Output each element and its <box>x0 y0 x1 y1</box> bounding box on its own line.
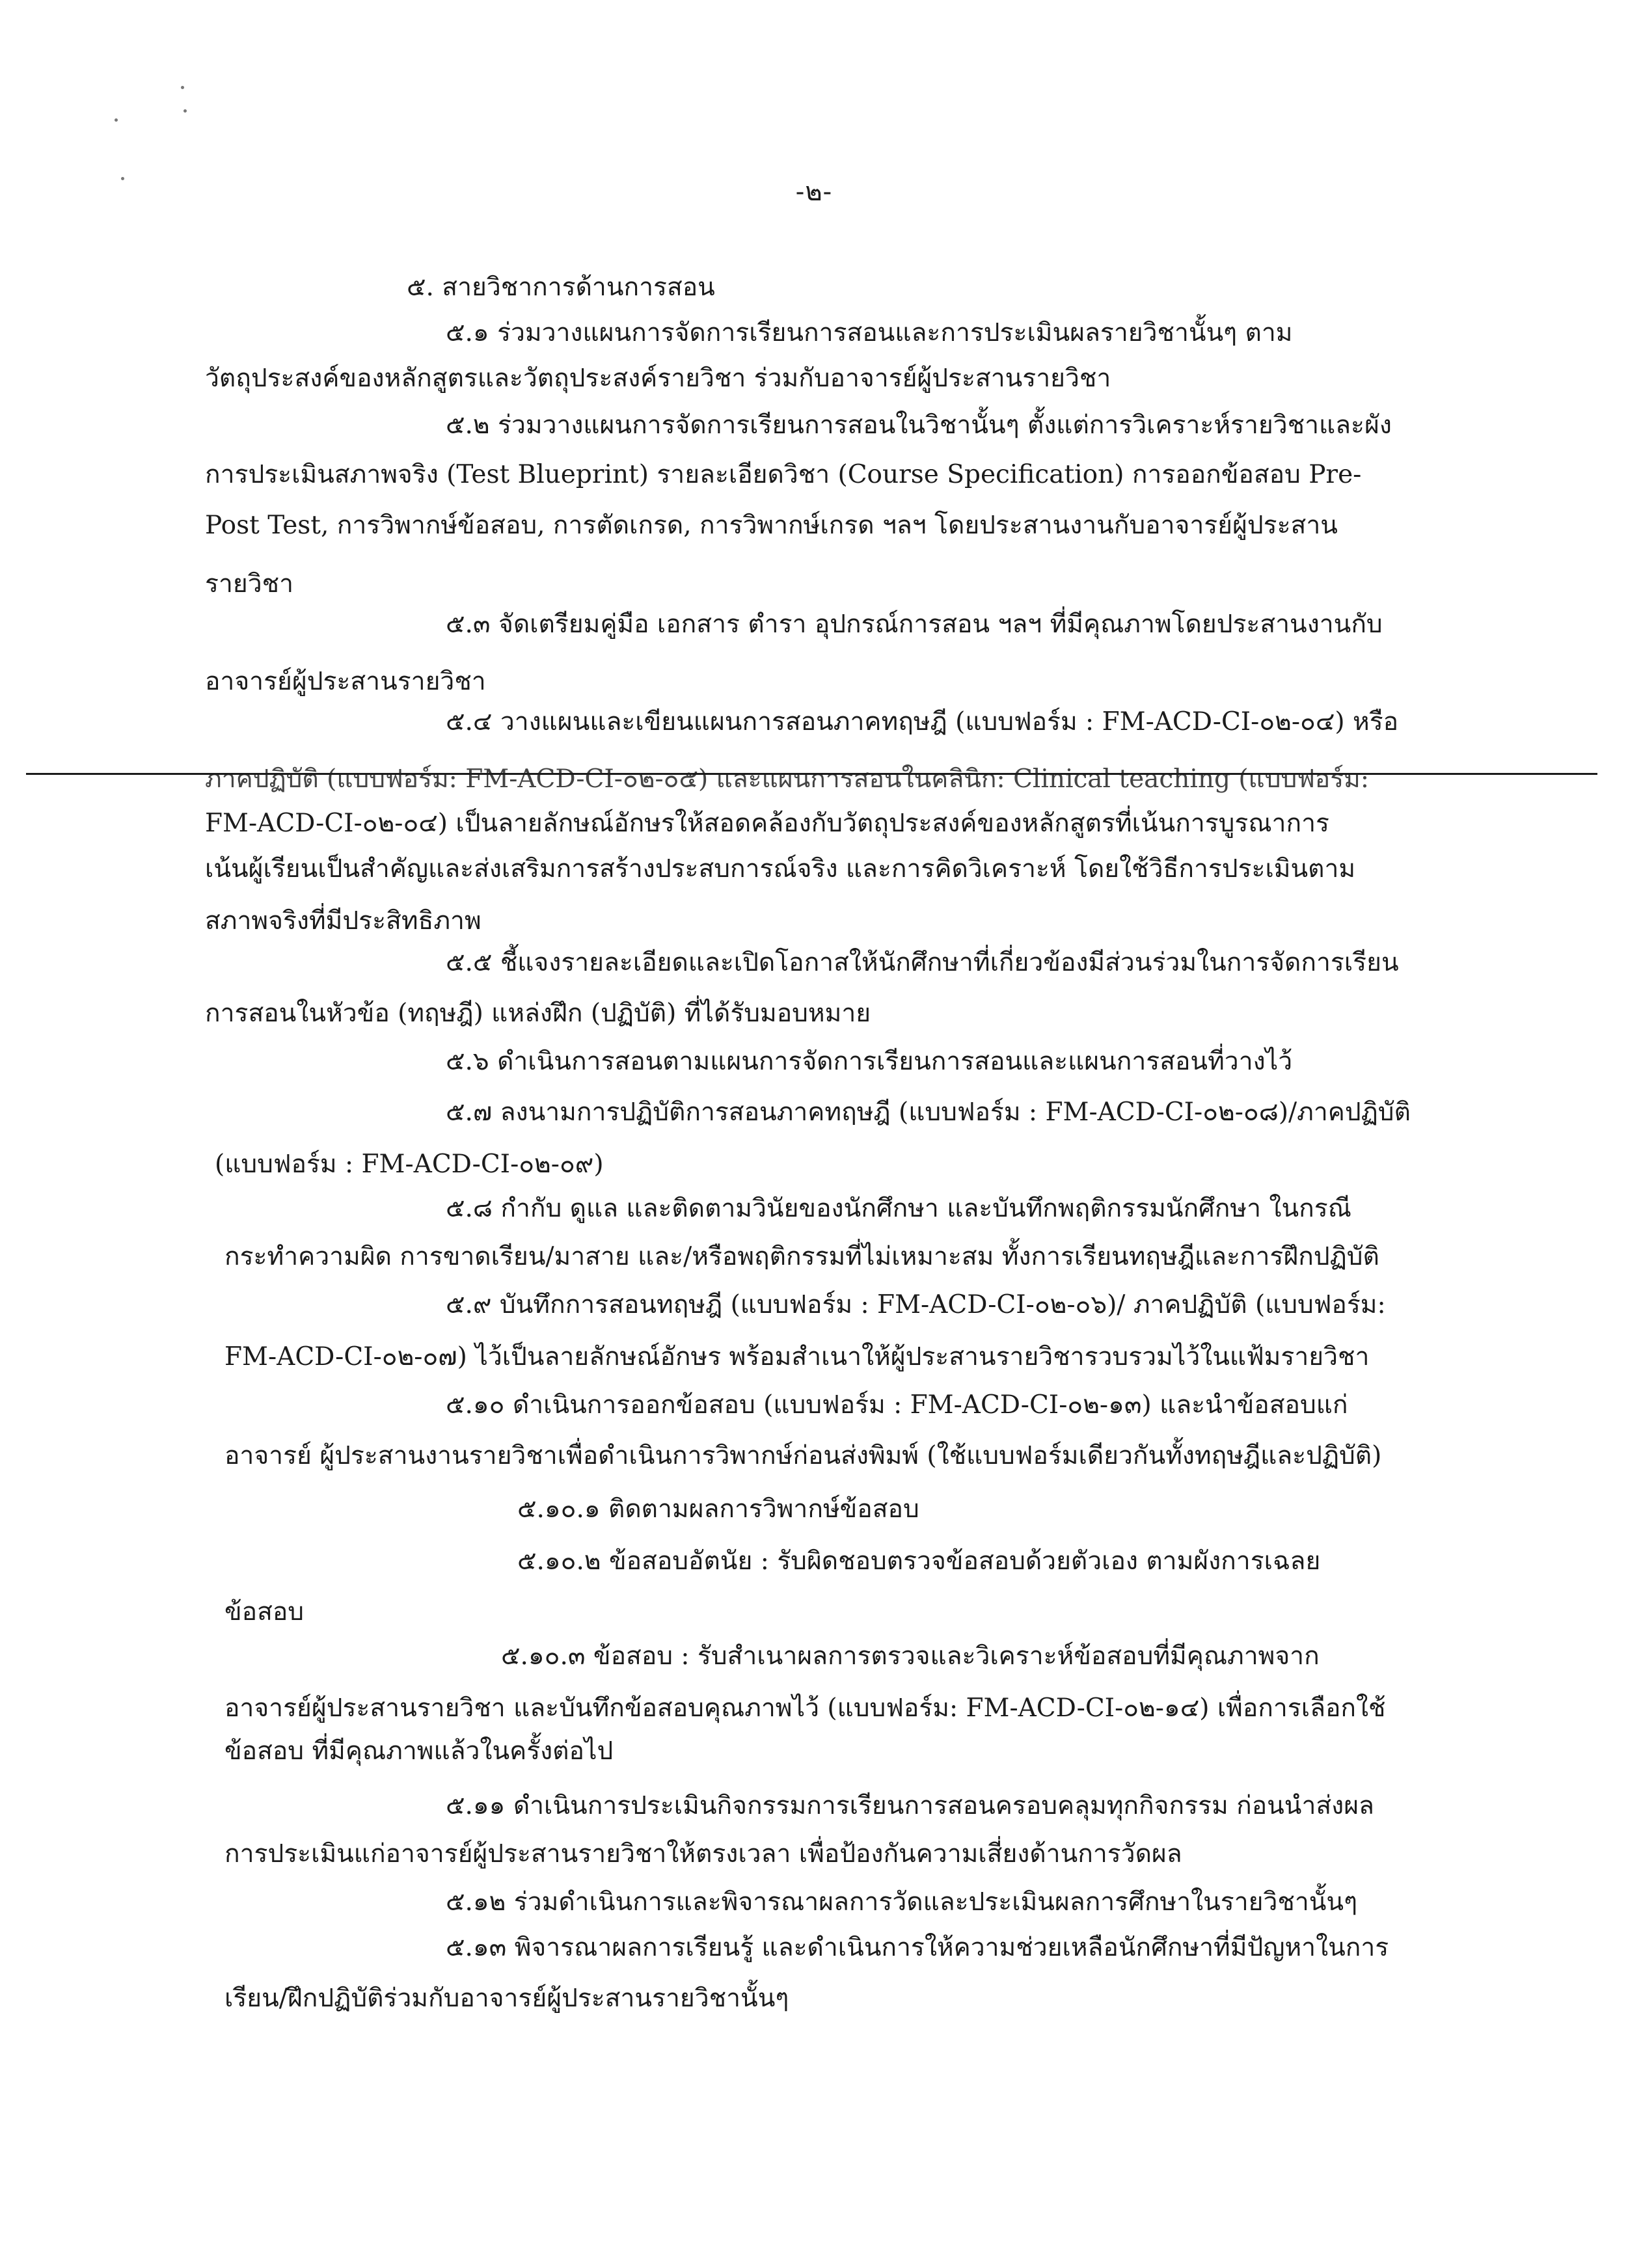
paragraph-line: FM-ACD-CI-๐๒-๐๗) ไว้เป็นลายลักษณ์อักษร พร้อมสำเนาให้ผู้ประสานรายวิชารวบรวมไว้ในแฟ้มรายวิชา <box>224 1342 1370 1371</box>
strikethrough-rule <box>26 773 1597 775</box>
paragraph-line: ๕.๒ ร่วมวางแผนการจัดการเรียนการสอนในวิชานั้นๆ ตั้งแต่การวิเคราะห์รายวิชาและผัง <box>446 411 1392 440</box>
paragraph-line: ๕.๑ ร่วมวางแผนการจัดการเรียนการสอนและการประเมินผลรายวิชานั้นๆ ตาม <box>446 318 1293 347</box>
paragraph-line: ๕.๑๓ พิจารณาผลการเรียนรู้ และดำเนินการให้ความช่วยเหลือนักศึกษาที่มีปัญหาในการ <box>446 1933 1389 1962</box>
paragraph-line: วัตถุประสงค์ของหลักสูตรและวัตถุประสงค์รายวิชา ร่วมกับอาจารย์ผู้ประสานรายวิชา <box>205 364 1111 393</box>
paragraph-line: ๕.๖ ดำเนินการสอนตามแผนการจัดการเรียนการสอนและแผนการสอนที่วางไว้ <box>446 1047 1293 1076</box>
paragraph-line: ๕.๘ กำกับ ดูแล และติดตามวินัยของนักศึกษา และบันทึกพฤติกรรมนักศึกษา ในกรณี <box>446 1194 1351 1223</box>
paragraph-line: (แบบฟอร์ม : FM-ACD-CI-๐๒-๐๙) <box>215 1150 604 1179</box>
paragraph-line: ๕.๓ จัดเตรียมคู่มือ เอกสาร ตำรา อุปกรณ์การสอน ฯลฯ ที่มีคุณภาพโดยประสานงานกับ <box>446 610 1383 639</box>
paragraph-line: อาจารย์ ผู้ประสานงานรายวิชาเพื่อดำเนินการวิพากษ์ก่อนส่งพิมพ์ (ใช้แบบฟอร์มเดียวกันทั้งทฤษฎีและปฏิบัติ) <box>224 1441 1382 1470</box>
page-number: -๒- <box>795 177 833 207</box>
paragraph-line: การประเมินแก่อาจารย์ผู้ประสานรายวิชาให้ตรงเวลา เพื่อป้องกันความเสี่ยงด้านการวัดผล <box>224 1839 1182 1869</box>
paragraph-line: เรียน/ฝึกปฏิบัติร่วมกับอาจารย์ผู้ประสานรายวิชานั้นๆ <box>224 1984 789 2013</box>
paragraph-line: Post Test, การวิพากษ์ข้อสอบ, การตัดเกรด, การวิพากษ์เกรด ฯลฯ โดยประสานงานกับอาจารย์ผู้ประสาน <box>205 511 1338 540</box>
paragraph-line: ๕.๑๐.๓ ข้อสอบ : รับสำเนาผลการตรวจและวิเคราะห์ข้อสอบที่มีคุณภาพจาก <box>501 1641 1320 1671</box>
paragraph-line: ข้อสอบ <box>224 1597 305 1627</box>
paragraph-line: กระทำความผิด การขาดเรียน/มาสาย และ/หรือพฤติกรรมที่ไม่เหมาะสม ทั้งการเรียนทฤษฎีและการฝึกปฏิบัติ <box>224 1242 1379 1271</box>
paragraph-line: FM-ACD-CI-๐๒-๐๔) เป็นลายลักษณ์อักษรให้สอดคล้องกับวัตถุประสงค์ของหลักสูตรที่เน้นการบูรณาการ <box>205 809 1329 838</box>
scan-speck <box>115 118 118 122</box>
scan-speck <box>181 86 184 89</box>
paragraph-line: อาจารย์ผู้ประสานรายวิชา และบันทึกข้อสอบคุณภาพไว้ (แบบฟอร์ม: FM-ACD-CI-๐๒-๑๔) เพื่อการเลือกใช้ <box>224 1694 1386 1723</box>
paragraph-line: รายวิชา <box>205 569 293 599</box>
paragraph-line: ๕.๔ วางแผนและเขียนแผนการสอนภาคทฤษฎี (แบบฟอร์ม : FM-ACD-CI-๐๒-๐๔) หรือ <box>446 707 1399 736</box>
section-heading: ๕. สายวิชาการด้านการสอน <box>407 273 715 302</box>
paragraph-line: ๕.๗ ลงนามการปฏิบัติการสอนภาคทฤษฎี (แบบฟอร์ม : FM-ACD-CI-๐๒-๐๘)/ภาคปฏิบัติ <box>446 1098 1411 1127</box>
paragraph-line: การประเมินสภาพจริง (Test Blueprint) รายละเอียดวิชา (Course Specification) การออกข้อสอบ Pre- <box>205 460 1362 489</box>
paragraph-line: ๕.๙ บันทึกการสอนทฤษฎี (แบบฟอร์ม : FM-ACD-CI-๐๒-๐๖)/ ภาคปฏิบัติ (แบบฟอร์ม: <box>446 1290 1386 1319</box>
paragraph-line: สภาพจริงที่มีประสิทธิภาพ <box>205 906 482 936</box>
scan-speck <box>183 109 187 113</box>
paragraph-line: เน้นผู้เรียนเป็นสำคัญและส่งเสริมการสร้างประสบการณ์จริง และการคิดวิเคราะห์ โดยใช้วิธีการประเมินตาม <box>205 854 1356 884</box>
paragraph-line: ๕.๑๐.๒ ข้อสอบอัตนัย : รับผิดชอบตรวจข้อสอบด้วยตัวเอง ตามผังการเฉลย <box>517 1546 1321 1576</box>
struck-line: ภาคปฏิบัติ (แบบฟอร์ม: FM-ACD-CI-๐๒-๐๕) และแผนการสอนในคลินิก: Clinical teaching (แบบฟอร์ม: <box>205 764 1370 794</box>
paragraph-line: ข้อสอบ ที่มีคุณภาพแล้วในครั้งต่อไป <box>224 1736 614 1766</box>
paragraph-line: ๕.๕ ชี้แจงรายละเอียดและเปิดโอกาสให้นักศึกษาที่เกี่ยวข้องมีส่วนร่วมในการจัดการเรียน <box>446 948 1399 977</box>
paragraph-line: ๕.๑๑ ดำเนินการประเมินกิจกรรมการเรียนการสอนครอบคลุมทุกกิจกรรม ก่อนนำส่งผล <box>446 1791 1374 1820</box>
paragraph-line: อาจารย์ผู้ประสานรายวิชา <box>205 667 486 696</box>
paragraph-line: ๕.๑๐ ดำเนินการออกข้อสอบ (แบบฟอร์ม : FM-ACD-CI-๐๒-๑๓) และนำข้อสอบแก่ <box>446 1390 1348 1420</box>
paragraph-line: การสอนในหัวข้อ (ทฤษฎี) แหล่งฝึก (ปฏิบัติ) ที่ได้รับมอบหมาย <box>205 999 871 1028</box>
paragraph-line: ๕.๑๐.๑ ติดตามผลการวิพากษ์ข้อสอบ <box>517 1494 919 1524</box>
paragraph-line: ๕.๑๒ ร่วมดำเนินการและพิจารณาผลการวัดและประเมินผลการศึกษาในรายวิชานั้นๆ <box>446 1887 1358 1917</box>
